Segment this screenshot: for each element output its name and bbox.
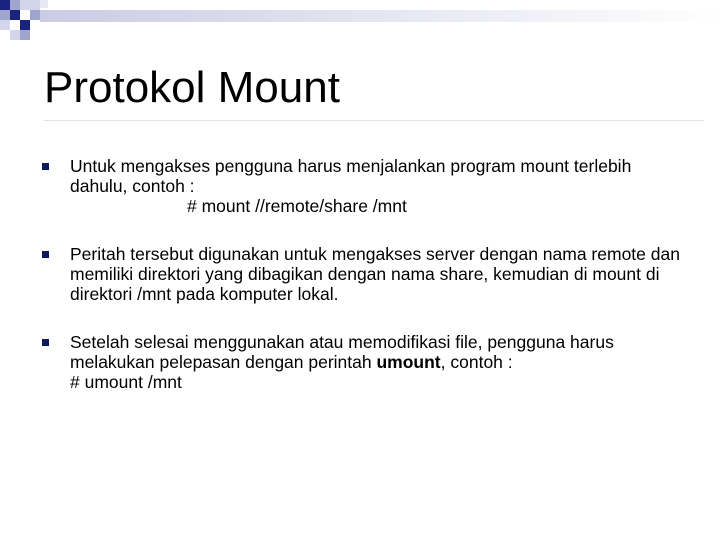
command-example: # mount //remote/share /mnt [187, 196, 407, 216]
header-decoration [0, 0, 720, 48]
bullet-item [40, 244, 680, 304]
square-bullet-icon [42, 251, 49, 258]
bullet-text: Setelah selesai menggunakan atau memodifikasi file, pengguna harus melakukan pelepasan dengan perintah [70, 332, 614, 372]
slide-title: Protokol Mount [44, 63, 340, 112]
title-divider [44, 120, 704, 121]
square-bullet-icon [42, 339, 49, 346]
bullet-text: Peritah tersebut digunakan untuk mengakses server dengan nama remote dan memiliki direktori yang dibagikan dengan nama share, kemudian di mount di direktori /mnt pada komputer lokal. [70, 244, 680, 304]
bullet-list [40, 156, 680, 392]
bullet-item [40, 156, 680, 216]
command-keyword: umount [376, 352, 441, 372]
bullet-text-suffix: , contoh : [440, 352, 513, 372]
bullet-text: Untuk mengakses pengguna harus menjalankan program mount terlebih dahulu, contoh : [70, 156, 632, 196]
bullet-item [40, 332, 680, 392]
square-bullet-icon [42, 163, 49, 170]
command-example: # umount /mnt [70, 372, 182, 392]
